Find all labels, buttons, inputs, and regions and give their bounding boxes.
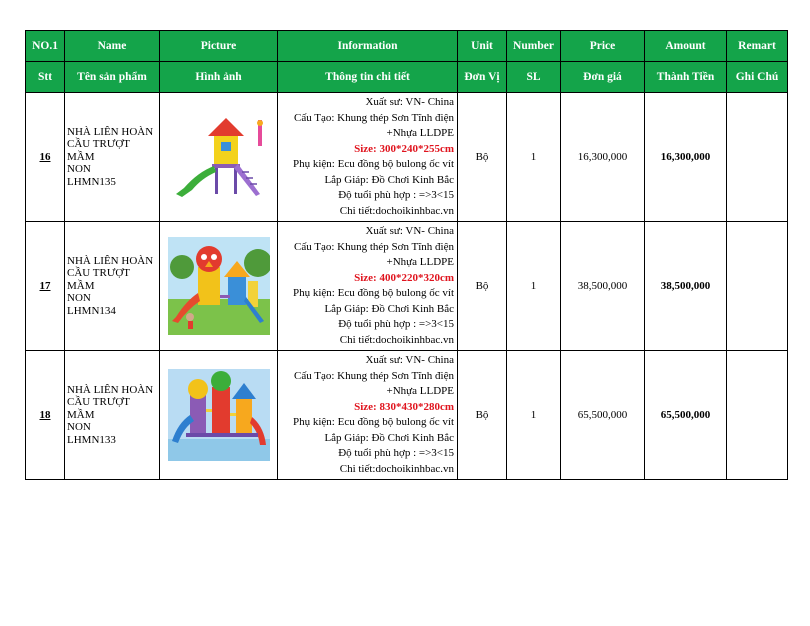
header-remark: Remart <box>727 31 788 62</box>
table-row <box>26 351 788 480</box>
info-structure-material: +Nhựa LLDPE <box>386 385 454 397</box>
header-row-english <box>26 31 788 62</box>
row-note <box>727 93 788 222</box>
info-origin: Xuất sư: VN- China <box>365 225 454 237</box>
info-age: Độ tuổi phù hợp : =>3<15 <box>338 189 454 201</box>
row-qty: 1 <box>507 93 561 222</box>
product-name-line: NHÀ LIÊN HOÀN <box>67 125 154 138</box>
row-stt[interactable]: 17 <box>26 222 65 351</box>
product-name-line: CẦU TRƯỢT MẦM <box>67 138 130 163</box>
header-number: Number <box>507 31 561 62</box>
row-stt[interactable]: 16 <box>26 93 65 222</box>
product-name-line: NON <box>67 292 91 305</box>
info-accessory: Phụ kiện: Ecu đồng bộ bulong ốc vít <box>292 287 454 299</box>
product-info <box>278 222 458 351</box>
row-qty: 1 <box>507 222 561 351</box>
row-stt[interactable]: 18 <box>26 351 65 480</box>
header-hinh-anh: Hình ảnh <box>160 62 278 93</box>
table-row <box>26 93 788 222</box>
info-structure: Cấu Tạo: Khung thép Sơn Tĩnh điện <box>293 369 454 382</box>
product-price-table <box>25 30 788 480</box>
playground-house-slide-image <box>170 114 268 200</box>
header-row-vietnamese <box>26 62 788 93</box>
table-row <box>26 222 788 351</box>
header-ten-san-pham: Tên sản phẩm <box>65 62 160 93</box>
row-price: 38,500,000 <box>561 222 645 351</box>
header-thanh-tien: Thành Tiền <box>645 62 727 93</box>
header-ghi-chu: Ghi Chú <box>727 62 788 93</box>
info-install: Lắp Giáp: Đồ Chơi Kinh Bắc <box>324 431 454 444</box>
product-name-line: NHÀ LIÊN HOÀN <box>67 254 154 267</box>
info-structure: Cấu Tạo: Khung thép Sơn Tĩnh điện <box>293 240 454 253</box>
info-accessory: Phụ kiện: Ecu đồng bộ bulong ốc vít <box>292 158 454 170</box>
info-origin: Xuất sư: VN- China <box>365 354 454 366</box>
product-name-line: CẦU TRƯỢT MẦM <box>67 267 130 292</box>
product-name <box>65 222 160 351</box>
row-note <box>727 351 788 480</box>
info-origin: Xuất sư: VN- China <box>365 96 454 108</box>
product-picture <box>160 351 278 480</box>
header-amount: Amount <box>645 31 727 62</box>
info-age: Độ tuổi phù hợp : =>3<15 <box>338 447 454 459</box>
header-information: Information <box>278 31 458 62</box>
info-detail-link[interactable]: Chi tiết:dochoikinhbac.vn <box>339 462 454 475</box>
product-code: LHMN134 <box>67 304 116 317</box>
row-price: 65,500,000 <box>561 351 645 480</box>
info-detail-link[interactable]: Chi tiết:dochoikinhbac.vn <box>339 204 454 217</box>
row-unit: Bộ <box>458 93 507 222</box>
info-age: Độ tuổi phù hợp : =>3<15 <box>338 318 454 330</box>
product-code: LHMN133 <box>67 433 116 446</box>
info-install: Lắp Giáp: Đồ Chơi Kinh Bắc <box>324 302 454 315</box>
header-stt: Stt <box>26 62 65 93</box>
header-don-vi: Đơn Vị <box>458 62 507 93</box>
product-info <box>278 93 458 222</box>
product-picture <box>160 93 278 222</box>
product-picture <box>160 222 278 351</box>
info-structure-material: +Nhựa LLDPE <box>386 127 454 139</box>
row-amount: 16,300,000 <box>645 93 727 222</box>
header-thong-tin: Thông tin chi tiết <box>278 62 458 93</box>
info-structure: Cấu Tạo: Khung thép Sơn Tĩnh điện <box>293 111 454 124</box>
header-no: NO.1 <box>26 31 65 62</box>
product-name <box>65 351 160 480</box>
header-unit: Unit <box>458 31 507 62</box>
product-code: LHMN135 <box>67 175 116 188</box>
row-amount: 65,500,000 <box>645 351 727 480</box>
row-unit: Bộ <box>458 351 507 480</box>
playground-multi-tower-image <box>168 369 270 461</box>
header-picture: Picture <box>160 31 278 62</box>
header-name: Name <box>65 31 160 62</box>
row-qty: 1 <box>507 351 561 480</box>
header-sl: SL <box>507 62 561 93</box>
product-name-line: NON <box>67 163 91 176</box>
product-name-line: CẦU TRƯỢT MẦM <box>67 396 130 421</box>
row-amount: 38,500,000 <box>645 222 727 351</box>
product-name-line: NHÀ LIÊN HOÀN <box>67 383 154 396</box>
product-info <box>278 351 458 480</box>
header-price: Price <box>561 31 645 62</box>
info-size: Size: 400*220*320cm <box>354 271 454 284</box>
info-accessory: Phụ kiện: Ecu đồng bộ bulong ốc vít <box>292 416 454 428</box>
row-unit: Bộ <box>458 222 507 351</box>
product-name <box>65 93 160 222</box>
product-name-line: NON <box>67 421 91 434</box>
row-note <box>727 222 788 351</box>
info-detail-link[interactable]: Chi tiết:dochoikinhbac.vn <box>339 333 454 346</box>
row-price: 16,300,000 <box>561 93 645 222</box>
info-install: Lắp Giáp: Đồ Chơi Kinh Bắc <box>324 173 454 186</box>
info-structure-material: +Nhựa LLDPE <box>386 256 454 268</box>
info-size: Size: 300*240*255cm <box>354 142 454 155</box>
info-size: Size: 830*430*280cm <box>354 400 454 413</box>
header-don-gia: Đơn giá <box>561 62 645 93</box>
playground-bird-tower-image <box>168 237 270 335</box>
